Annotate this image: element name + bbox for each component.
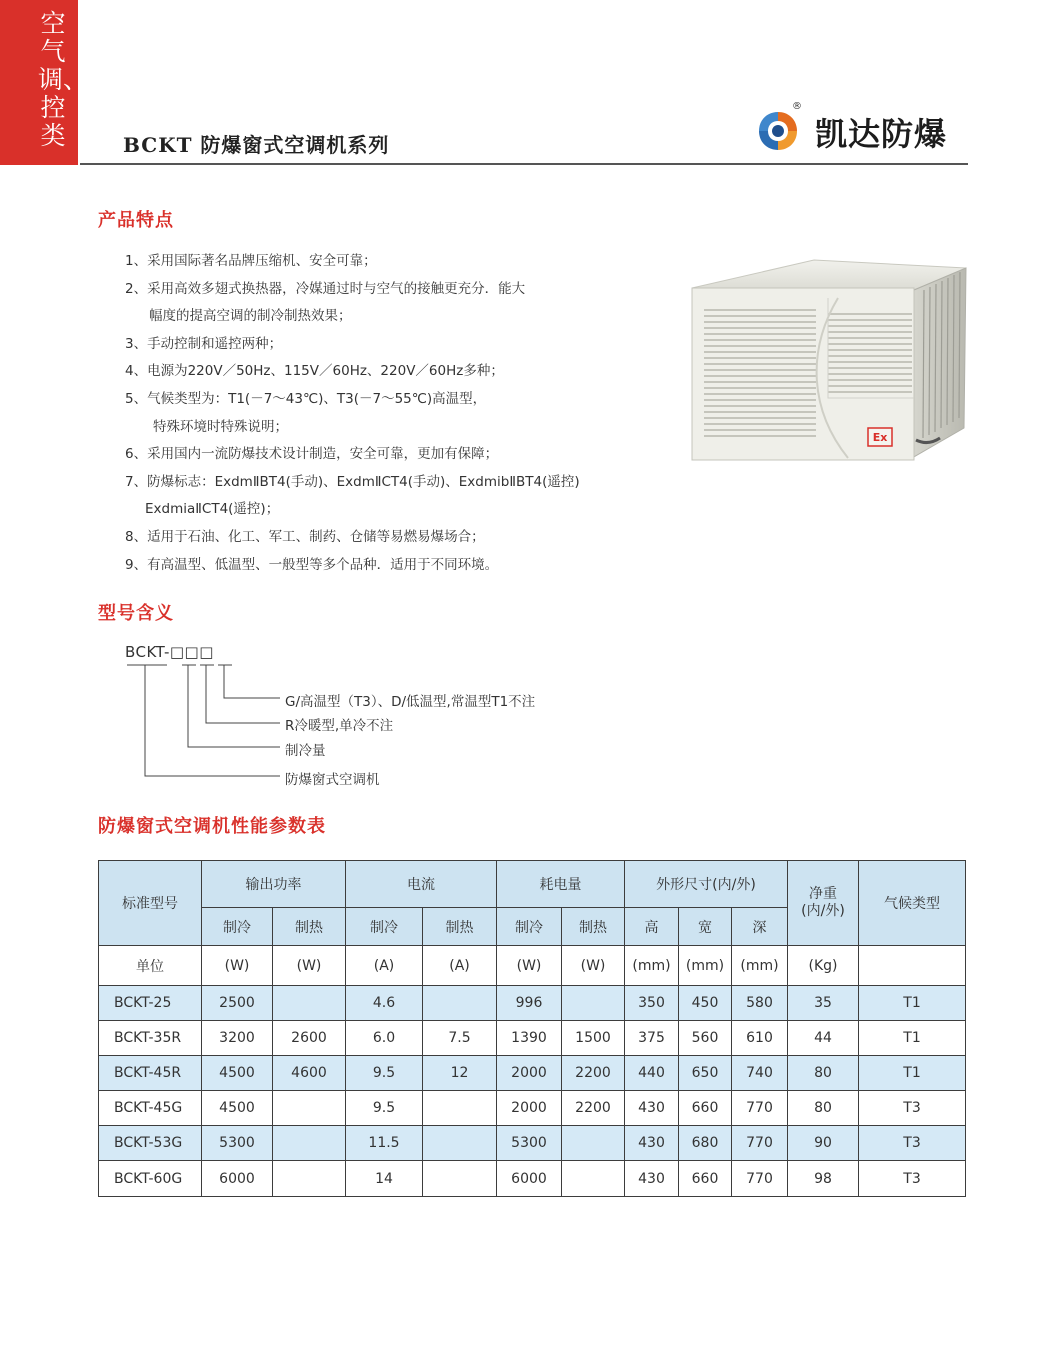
table-cell: BCKT-53G — [99, 1126, 202, 1161]
table-cell: 680 — [679, 1126, 732, 1161]
table-cell: 6000 — [497, 1161, 562, 1197]
subheader-cell: 制热 — [562, 908, 625, 946]
page-title: BCKT 防爆窗式空调机系列 — [123, 133, 390, 157]
unit-cell: (mm) — [732, 946, 788, 986]
table-cell: 740 — [732, 1056, 788, 1091]
table-cell: 560 — [679, 1021, 732, 1056]
subheader-cell: 高 — [625, 908, 679, 946]
table-cell — [562, 1126, 625, 1161]
table-cell: 440 — [625, 1056, 679, 1091]
ex-badge: Ex — [872, 431, 888, 444]
table-cell: 610 — [732, 1021, 788, 1056]
table-cell: 44 — [788, 1021, 859, 1056]
subheader-cell: 宽 — [679, 908, 732, 946]
table-row — [99, 986, 966, 1021]
brand-logo — [755, 103, 965, 155]
table-cell — [273, 1126, 346, 1161]
table-cell: 1390 — [497, 1021, 562, 1056]
table-cell: 4.6 — [346, 986, 423, 1021]
model-code: BCKT-□□□ — [125, 643, 214, 661]
feature-item: 4、电源为220V／50Hz、115V／60Hz、220V／60Hz多种； — [125, 363, 504, 380]
header-size: 外形尺寸(内/外) — [625, 861, 788, 908]
table-cell: 6000 — [202, 1161, 273, 1197]
table-cell: 580 — [732, 986, 788, 1021]
table-cell: BCKT-60G — [99, 1161, 202, 1197]
table-title: 防爆窗式空调机性能参数表 — [98, 816, 326, 837]
table-cell: 430 — [625, 1126, 679, 1161]
subheader-cell: 深 — [732, 908, 788, 946]
header-model: 标准型号 — [99, 861, 202, 946]
table-cell: 996 — [497, 986, 562, 1021]
table-cell: 2500 — [202, 986, 273, 1021]
table-cell: 80 — [788, 1056, 859, 1091]
model-meaning-title: 型号含义 — [98, 603, 174, 624]
model-label-product: 防爆窗式空调机 — [285, 772, 380, 788]
subheader-cell: 制冷 — [346, 908, 423, 946]
table-cell — [423, 1161, 497, 1197]
features-title: 产品特点 — [98, 210, 174, 231]
table-cell: 3200 — [202, 1021, 273, 1056]
unit-cell: 单位 — [99, 946, 202, 986]
unit-cell: (A) — [346, 946, 423, 986]
table-row — [99, 1126, 966, 1161]
feature-item: 9、有高温型、低温型、一般型等多个品种．适用于不同环境。 — [125, 556, 499, 573]
table-cell: 9.5 — [346, 1091, 423, 1126]
category-tab — [0, 0, 89, 165]
unit-cell: (Kg) — [788, 946, 859, 986]
spec-table — [98, 860, 966, 1197]
feature-item-continuation: 特殊环境时特殊说明； — [153, 418, 288, 435]
feature-item: 1、采用国际著名品牌压缩机、安全可靠； — [125, 253, 377, 269]
table-cell: 2000 — [497, 1056, 562, 1091]
table-cell: 2200 — [562, 1056, 625, 1091]
header-weight: 净重 (内/外) — [788, 861, 859, 946]
table-cell: 2200 — [562, 1091, 625, 1126]
unit-cell: (W) — [497, 946, 562, 986]
table-cell: 5300 — [497, 1126, 562, 1161]
table-cell — [562, 986, 625, 1021]
table-cell — [423, 1091, 497, 1126]
unit-cell: (mm) — [679, 946, 732, 986]
table-cell: 12 — [423, 1056, 497, 1091]
table-cell — [273, 1091, 346, 1126]
table-cell: T1 — [859, 986, 966, 1021]
feature-item: 8、适用于石油、化工、军工、制药、仓储等易燃易爆场合； — [125, 528, 485, 545]
table-cell: BCKT-45R — [99, 1056, 202, 1091]
features-list — [125, 248, 645, 579]
table-cell: 9.5 — [346, 1056, 423, 1091]
table-cell: 98 — [788, 1161, 859, 1197]
unit-cell — [859, 946, 966, 986]
table-cell: T1 — [859, 1056, 966, 1091]
air-conditioner-image — [688, 258, 970, 468]
table-cell — [273, 986, 346, 1021]
table-cell — [273, 1161, 346, 1197]
table-row — [99, 1091, 966, 1126]
feature-item: 6、采用国内一流防爆技术设计制造，安全可靠，更加有保障； — [125, 446, 499, 463]
table-cell — [423, 1126, 497, 1161]
table-cell: 4600 — [273, 1056, 346, 1091]
table-cell: 35 — [788, 986, 859, 1021]
table-cell: 660 — [679, 1091, 732, 1126]
table-cell: 11.5 — [346, 1126, 423, 1161]
subheader-cell: 制热 — [423, 908, 497, 946]
header-consumption: 耗电量 — [497, 861, 625, 908]
header-climate: 气候类型 — [859, 861, 966, 946]
table-cell: 4500 — [202, 1091, 273, 1126]
subheader-cell: 制冷 — [202, 908, 273, 946]
table-cell: T3 — [859, 1161, 966, 1197]
table-cell: 430 — [625, 1091, 679, 1126]
table-cell: T3 — [859, 1091, 966, 1126]
table-cell: BCKT-25 — [99, 986, 202, 1021]
subheader-cell: 制冷 — [497, 908, 562, 946]
feature-item: 5、气候类型为：T1(－7～43℃)、T3(－7～55℃)高温型， — [125, 390, 487, 407]
table-cell: 90 — [788, 1126, 859, 1161]
table-row — [99, 1021, 966, 1056]
table-cell: T3 — [859, 1126, 966, 1161]
table-cell: 650 — [679, 1056, 732, 1091]
table-cell: 2600 — [273, 1021, 346, 1056]
feature-item: 3、手动控制和遥控两种； — [125, 335, 283, 352]
table-cell: 430 — [625, 1161, 679, 1197]
brand-logo-icon — [755, 108, 801, 154]
table-cell: 2000 — [497, 1091, 562, 1126]
table-cell: 4500 — [202, 1056, 273, 1091]
table-row — [99, 1161, 966, 1197]
feature-item-continuation: ExdmiaⅡCT4(遥控)； — [145, 501, 280, 518]
unit-cell: (mm) — [625, 946, 679, 986]
table-cell: 375 — [625, 1021, 679, 1056]
brand-name: 凯达防爆 — [815, 115, 948, 153]
subheader-cell: 制热 — [273, 908, 346, 946]
header-divider — [80, 163, 968, 165]
header-current: 电流 — [346, 861, 497, 908]
table-cell: 80 — [788, 1091, 859, 1126]
table-cell: T1 — [859, 1021, 966, 1056]
table-row — [99, 1056, 966, 1091]
unit-cell: (W) — [273, 946, 346, 986]
unit-row — [99, 946, 966, 986]
registered-mark: ® — [792, 101, 802, 112]
model-label-heating: R冷暖型,单冷不注 — [285, 718, 394, 734]
unit-cell: (W) — [202, 946, 273, 986]
model-label-capacity: 制冷量 — [285, 743, 326, 759]
table-cell: 350 — [625, 986, 679, 1021]
table-cell: 14 — [346, 1161, 423, 1197]
table-cell: 6.0 — [346, 1021, 423, 1056]
feature-item: 7、防爆标志：ExdmⅡBT4(手动)、ExdmⅡCT4(手动)、ExdmibⅡBT4(遥控) — [125, 473, 580, 490]
header-power: 输出功率 — [202, 861, 346, 908]
feature-item-continuation: 幅度的提高空调的制冷制热效果； — [149, 308, 352, 325]
table-cell — [562, 1161, 625, 1197]
table-cell: 5300 — [202, 1126, 273, 1161]
table-cell: 7.5 — [423, 1021, 497, 1056]
table-cell: 1500 — [562, 1021, 625, 1056]
unit-cell: (A) — [423, 946, 497, 986]
table-cell: 770 — [732, 1091, 788, 1126]
category-tab-text: 空气调、控类 — [38, 9, 89, 150]
table-cell: 770 — [732, 1161, 788, 1197]
table-cell: BCKT-45G — [99, 1091, 202, 1126]
table-cell: BCKT-35R — [99, 1021, 202, 1056]
table-cell: 660 — [679, 1161, 732, 1197]
table-cell: 770 — [732, 1126, 788, 1161]
feature-item: 2、采用高效多翅式换热器，冷媒通过时与空气的接触更充分．能大 — [125, 280, 526, 297]
model-label-climate: G/高温型（T3）、D/低温型,常温型T1不注 — [285, 694, 536, 710]
table-cell — [423, 986, 497, 1021]
table-cell: 450 — [679, 986, 732, 1021]
unit-cell: (W) — [562, 946, 625, 986]
